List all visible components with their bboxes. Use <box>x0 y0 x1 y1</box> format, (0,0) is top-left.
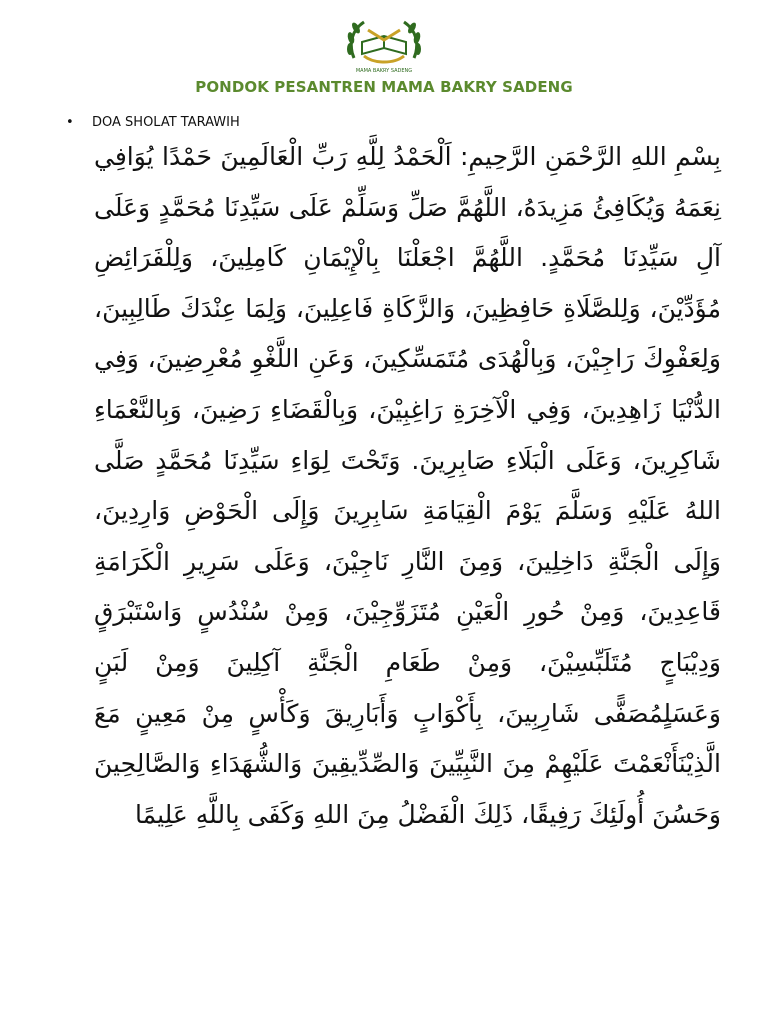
logo-caption: MAMA BAKRY SADENG <box>355 68 413 74</box>
doa-arabic-text: بِسْمِ اللهِ الرَّحْمَنِ الرَّحِيمِ: اَلْحَمْدُ لِلَّهِ رَبِّ الْعَالَمِينَ حَمْدًا يُوَافِي نِعَمَهُ وَيُكَافِئُ مَزِيدَهُ، اللَّهُمَّ صَلِّ وَسَلِّمْ عَلَى سَيِّدِنَا مُحَمَّدٍ وَعَلَى آلِ سَيِّدِنَا مُحَمَّدٍ. اللَّهُمَّ اجْعَلْنَا بِالْإِيْمَانِ كَامِلِينَ، وَلِلْفَرَائِضِ مُؤَدِّيْنَ، وَلِلصَّلَاةِ حَافِظِينَ، وَالزَّكَاةِ فَاعِلِينَ، وَلِمَا عِنْدَكَ طَالِبِينَ، وَلِعَفْوِكَ رَاجِيْنَ، وَبِالْهُدَى مُتَمَسِّكِينَ، وَعَنِ اللَّغْوِ مُعْرِضِينَ، وَفِي الدُّنْيَا زَاهِدِينَ، وَفِي الْآخِرَةِ رَاغِبِيْنَ، وَبِالْقَضَاءِ رَضِينَ، وَبِالنَّعْمَاءِ شَاكِرِينَ، وَعَلَى الْبَلَاءِ صَابِرِينَ. وَتَحْتَ لِوَاءِ سَيِّدِنَا مُحَمَّدٍ صَلَّى اللهُ عَلَيْهِ وَسَلَّمَ يَوْمَ الْقِيَامَةِ سَابِرِينَ وَإِلَى الْحَوْضِ وَارِدِينَ، وَإِلَى الْجَنَّةِ دَاخِلِينَ، وَمِنَ النَّارِ نَاجِيْنَ، وَعَلَى سَرِيرِ الْكَرَامَةِ قَاعِدِينَ، وَمِنْ حُورِ الْعَيْنِ مُتَزَوِّجِيْنَ، وَمِنْ سُنْدُسٍ وَاسْتَبْرَقٍ وَدِيْبَاجٍ مُتَلَبِّسِيْنَ، وَمِنْ طَعَامِ الْجَنَّةِ آكِلِينَ وَمِنْ لَبَنٍ وَعَسَلٍمُصَفًّى شَارِبِينَ، بِأَكْوَابٍ وَأَبَارِيقَ وَكَأْسٍ مِنْ مَعِينٍ مَعَ الَّذِيْنَأَنْعَمْتَ عَلَيْهِمْ مِنَ النَّبِيِّينَ وَالصِّدِّيقِينَ وَالشُّهَدَاءِ وَالصَّالِحِينَ وَحَسُنَ أُولَئِكَ رَفِيقًا، ذَلِكَ الْفَضْلُ مِنَ اللهِ وَكَفَى بِاللَّهِ عَلِيمًا <box>94 142 721 829</box>
section-heading <box>66 115 240 130</box>
school-title: PONDOK PESANTREN MAMA BAKRY SADENG <box>195 78 573 96</box>
section-heading-text: DOA SHOLAT TARAWIH <box>92 115 240 130</box>
pesantren-logo <box>334 12 434 76</box>
open-book-icon <box>362 30 406 62</box>
bullet-icon: • <box>66 115 74 130</box>
